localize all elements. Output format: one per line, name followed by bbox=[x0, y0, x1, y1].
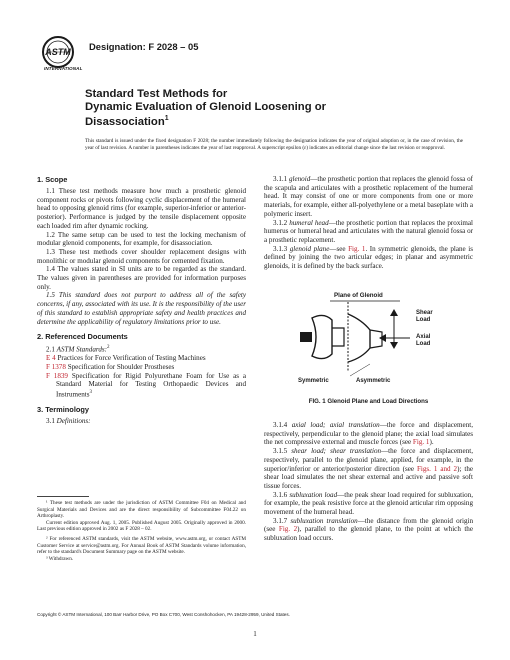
ref-text: Specification for Rigid Polyurethane Foam for Use as a Standard Material for Testing Orthopaedic Devices and Instruments bbox=[56, 371, 246, 399]
def-num: 3.1.1 bbox=[273, 175, 288, 183]
figure-label-shear bbox=[416, 310, 433, 324]
def-num: 3.1.3 bbox=[273, 244, 288, 253]
ref-text: Practices for Force Verification of Testing Machines bbox=[57, 354, 206, 363]
def-text: . In symmetric glenoids, the plane is defined by joining the two articular edges; in planar and asymmetric glenoids, it is defined by the back surface. bbox=[264, 244, 474, 271]
def-3-1-5 bbox=[264, 447, 473, 491]
shear-label-line-1: Shear bbox=[416, 310, 433, 316]
title-line-3 bbox=[85, 113, 435, 128]
def-term: shear load; shear translation bbox=[291, 447, 382, 456]
def-3-1-7 bbox=[264, 517, 473, 543]
footnote-1: ¹ These test methods are under the jurisdiction of ASTM Committee F04 on Medical and Surgical Materials and Devices and are the direct responsibility of Subcommittee F04.22 on Arthroplasty. bbox=[37, 500, 246, 520]
ref-link-e4[interactable]: E 4 bbox=[46, 354, 56, 363]
def-term: glenoid bbox=[288, 175, 311, 183]
axial-label-line-1: Axial bbox=[416, 334, 431, 340]
def-term: subluxation translation bbox=[290, 516, 358, 525]
title-line-1: Standard Test Methods for bbox=[85, 88, 228, 100]
svg-text:ASTM: ASTM bbox=[45, 47, 71, 57]
fig-2-link[interactable]: Fig. 2 bbox=[278, 525, 298, 534]
ref-link-f1839[interactable]: F 1839 bbox=[46, 371, 68, 380]
def-3-1-1 bbox=[264, 175, 473, 219]
fig-1-link[interactable]: Fig. 1 bbox=[412, 438, 430, 447]
right-column-bottom bbox=[264, 421, 473, 543]
para-3-1-num: 3.1 bbox=[46, 417, 55, 426]
referenced-documents-heading: 2. Referenced Documents bbox=[37, 332, 128, 342]
footnote-ref-2: 2 bbox=[107, 345, 110, 351]
page-number: 1 bbox=[253, 630, 257, 638]
ref-link-f1378[interactable]: F 1378 bbox=[46, 363, 66, 372]
para-1-2: 1.2 The same setup can be used to test the locking mechanism of modular glenoid components, for example, for disassociation. bbox=[37, 230, 246, 248]
designation: Designation: F 2028 – 05 bbox=[89, 41, 199, 52]
def-text: ), parallel to the glenoid plane, to the point at which the subluxation load occurs. bbox=[264, 525, 473, 543]
footnote-2: ² For referenced ASTM standards, visit the ASTM website, www.astm.org, or contact ASTM Customer Service at service@astm.org. For Annual Book of ASTM Standards volume information, refer to the standard's Document Summary page on the ASTM website. bbox=[37, 535, 246, 556]
def-num: 3.1.4 bbox=[273, 421, 288, 429]
para-1-4: 1.4 The values stated in SI units are to be regarded as the standard. The values given in parentheses are provided for information purposes only. bbox=[37, 265, 246, 291]
footnotes bbox=[37, 500, 246, 562]
terminology-heading: 3. Terminology bbox=[37, 405, 90, 415]
def-num: 3.1.2 bbox=[273, 218, 288, 227]
def-3-1-2 bbox=[264, 219, 473, 245]
logo-caption: INTERNATIONAL bbox=[44, 66, 83, 71]
left-column bbox=[37, 175, 246, 426]
page-title bbox=[85, 88, 435, 129]
def-num: 3.1.6 bbox=[273, 490, 288, 499]
para-2-1 bbox=[37, 344, 246, 354]
def-term: subluxation load bbox=[289, 490, 338, 499]
def-text: —the distance from the glenoid origin (see bbox=[264, 516, 474, 534]
title-line-3-text: Disassociation bbox=[85, 115, 165, 128]
standard-notice: This standard is issued under the fixed designation F 2028; the number immediately following the designation indicates the year of original adoption or, in the case of revision, the year of last revision. A number in parentheses indicates the year of last reapproval. A superscript epsilon (ε) indicates an editorial change since the last revision or reapproval. bbox=[85, 138, 463, 151]
footnote-3: ³ Withdrawn. bbox=[46, 555, 74, 562]
figure-label-symmetric: Symmetric bbox=[298, 378, 329, 384]
def-text: —the prosthetic portion that replaces the proximal humerus or humeral head and articulates with the natural glenoid fossa or a prosthetic replacement. bbox=[264, 218, 473, 244]
title-footnote-ref: 1 bbox=[164, 115, 169, 123]
para-3-1-text: Definitions: bbox=[56, 417, 91, 426]
para-1-3: 1.3 These test methods cover shoulder replacement designs with monolithic or modular glenoid components for cemented fixation. bbox=[37, 247, 246, 265]
scope-heading: 1. Scope bbox=[37, 175, 68, 184]
para-2-1-text: ASTM Standards: bbox=[56, 345, 108, 354]
def-term: glenoid plane bbox=[289, 244, 330, 253]
astm-logo bbox=[38, 34, 82, 74]
axial-label-line-2: Load bbox=[416, 341, 431, 347]
shear-label-line-2: Load bbox=[416, 317, 431, 323]
right-column-top bbox=[264, 175, 473, 271]
para-3-1 bbox=[37, 417, 246, 426]
def-text: —the force and displacement, respectively, parallel to the glenoid plane, applied, for example, in the superior/inferior or anterior/posterior direction (see bbox=[264, 447, 473, 473]
figure-label-plane: Plane of Glenoid bbox=[334, 292, 383, 299]
def-3-1-4 bbox=[264, 421, 473, 447]
def-text: —the peak shear load required for subluxation, for example, the peak resistive force at the glenoid articular rim opposing movement of the humeral head. bbox=[264, 490, 473, 517]
fig-1-link[interactable]: Fig. 1 bbox=[348, 244, 366, 253]
footnote-rule bbox=[37, 496, 89, 497]
footnote-1-edition: Current edition approved Aug. 1, 2005. Published August 2005. Originally approved in 2000. Last previous edition approved in 2002 as F 2028 – 02. bbox=[37, 519, 246, 533]
para-1-5: 1.5 This standard does not purport to address all of the safety concerns, if any, associated with its use. It is the responsibility of the user of this standard to establish appropriate safety and health practices and determine the applicability of regulatory limitations prior to use. bbox=[37, 291, 246, 326]
figure-caption: FIG. 1 Glenoid Plane and Load Directions bbox=[308, 398, 429, 405]
def-term: axial load; axial translation bbox=[291, 421, 380, 429]
ref-text: Specification for Shoulder Prostheses bbox=[67, 363, 175, 372]
para-2-1-num: 2.1 bbox=[46, 345, 55, 354]
def-num: 3.1.5 bbox=[273, 447, 288, 456]
figure-1 bbox=[290, 292, 450, 392]
def-3-1-6 bbox=[264, 491, 473, 517]
def-text: ); the shear load simulates the net shear external and active and passive soft tissue forces. bbox=[264, 464, 474, 490]
ref-item bbox=[37, 372, 246, 399]
figure-label-axial bbox=[416, 334, 430, 348]
ref-item bbox=[37, 354, 246, 363]
def-text: —the force and displacement, respectively, perpendicular to the glenoid plane; the axial load simulates the net compressive external and muscle forces (see bbox=[264, 421, 473, 447]
figs-1-2-link[interactable]: Figs. 1 and 2 bbox=[416, 464, 458, 473]
def-text: —the prosthetic portion that replaces the glenoid fossa of the scapula and articulates with a prosthetic replacement of the humeral head. It may consist of one or more components from one or more materials, for example, either all-polyethylene or a metal baseplate with a polymeric insert. bbox=[264, 175, 473, 218]
title-line-2: Dynamic Evaluation of Glenoid Loosening or bbox=[85, 100, 327, 113]
def-text: —see bbox=[329, 244, 349, 253]
def-num: 3.1.7 bbox=[273, 516, 288, 525]
def-term: humeral head bbox=[289, 218, 329, 227]
ref-item bbox=[37, 363, 246, 372]
def-text: ). bbox=[429, 438, 434, 447]
copyright-notice: Copyright © ASTM International, 100 Barr Harbor Drive, PO Box C700, West Conshohocken, PA 19428-2959, United States. bbox=[37, 612, 290, 617]
para-1-1: 1.1 These test methods measure how much a prosthetic glenoid component rocks or pivots following cyclic displacement of the humeral head to opposing glenoid rims (for example, superior-inferior or anterior-posterior). Performance is judged by the tensile displacement opposite each loaded rim after dynamic rocking. bbox=[37, 187, 246, 230]
figure-label-asymmetric: Asymmetric bbox=[356, 378, 391, 384]
footnote-ref-3: 3 bbox=[89, 390, 92, 396]
def-3-1-3 bbox=[264, 245, 473, 271]
